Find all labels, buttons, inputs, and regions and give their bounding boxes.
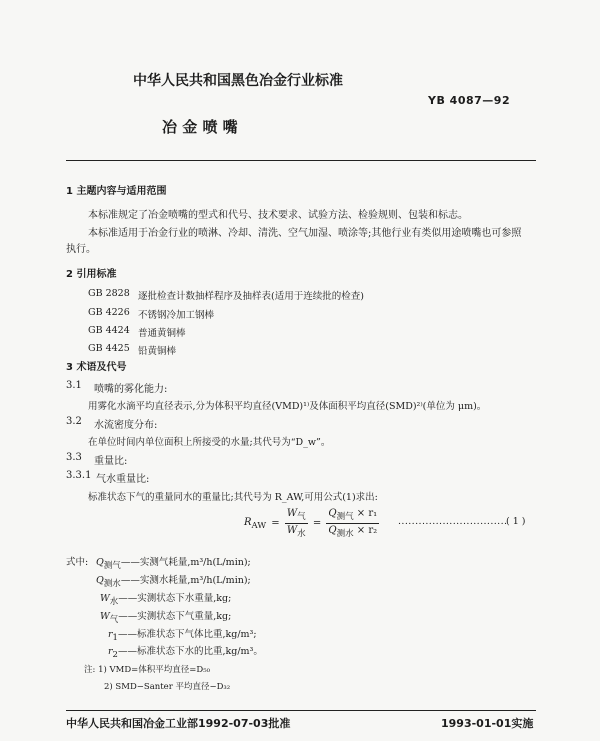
formula-leader-dots: ................................ (398, 516, 508, 527)
variable-item (108, 643, 263, 660)
clause-3-3-1-number: 3.3.1 (66, 470, 92, 481)
variable-item (96, 554, 251, 571)
issuer-title: 中华人民共和国黑色冶金行业标准 (133, 73, 343, 89)
formula-lhs-sub: AW (251, 520, 267, 531)
clause-3-3-number: 3.3 (66, 452, 82, 463)
clause-3-2-title: 水流密度分布: (94, 420, 158, 431)
reference-code: GB 4424 (88, 325, 130, 336)
formula-flow-ratio (326, 508, 379, 539)
variable-description: ——实测状态下水重量,kg; (118, 593, 232, 604)
reference-title: 普通黄铜棒 (138, 328, 186, 339)
clause-3-3-1-body: 标准状态下气的重量同水的重量比;其代号为 R_AW,可用公式(1)求出: (88, 492, 378, 503)
formula-q-gas-sub: 测气 (336, 512, 354, 522)
variable-subscript: 测气 (103, 560, 121, 571)
footnote-2: 2) SMD−Santer 平均直径−D₃₂ (104, 682, 231, 692)
formula-equals: = (312, 518, 322, 529)
variable-description: ——实测气耗量,m³/h(L/min); (120, 557, 251, 568)
variable-subscript: 气 (109, 614, 119, 625)
reference-item (88, 288, 130, 299)
section-1-para-2: 本标准适用于冶金行业的喷淋、冷却、清洗、空气加湿、喷涂等;其他行业有类似用途喷嘴也可参照 (88, 228, 522, 239)
clause-3-3-1-title: 气水重量比: (96, 474, 150, 485)
formula-w-water: W (286, 525, 298, 536)
clause-3-1-number: 3.1 (66, 380, 82, 391)
variable-description: ——实测状态下气重量,kg; (118, 611, 232, 622)
footnote-1: 注: 1) VMD=体积平均直径=D₅₀ (84, 665, 211, 675)
variables-intro: 式中: (66, 557, 89, 568)
variable-symbol: r (108, 646, 113, 657)
formula-weight-ratio (285, 508, 308, 539)
section-1-para-1: 本标准规定了冶金喷嘴的型式和代号、技术要求、试验方法、检验规则、包装和标志。 (88, 210, 468, 221)
reference-code: GB 4226 (88, 307, 130, 318)
section-3-heading: 3 术语及代号 (66, 362, 127, 373)
formula-w-gas: W (286, 508, 298, 519)
formula-q-gas: Q (328, 508, 337, 519)
formula-number: ( 1 ) (506, 516, 526, 527)
variable-subscript: 测水 (103, 578, 121, 589)
header-divider (66, 160, 536, 161)
variable-symbol: r (108, 629, 113, 640)
variable-symbol: W (100, 593, 110, 604)
formula-1 (244, 508, 379, 539)
variable-symbol: Q (96, 557, 104, 568)
formula-r1: × r₁ (356, 508, 378, 519)
formula-w-gas-sub: 气 (297, 512, 306, 522)
formula-lhs: R (244, 516, 252, 528)
clause-3-2-number: 3.2 (66, 416, 82, 427)
variable-item (96, 572, 251, 589)
clause-3-1-title: 喷嘴的雾化能力: (94, 384, 168, 395)
section-2-heading: 2 引用标准 (66, 269, 117, 280)
footer-divider (66, 710, 536, 711)
variable-item (100, 608, 231, 625)
formula-q-water: Q (328, 525, 337, 536)
clause-3-3-title: 重量比: (94, 456, 128, 467)
reference-code: GB 4425 (88, 343, 130, 354)
formula-equals: = (271, 518, 280, 529)
reference-title: 铅黄铜棒 (138, 346, 177, 357)
variable-subscript: 2 (112, 649, 118, 660)
standard-code: YB 4087—92 (428, 94, 511, 107)
formula-w-water-sub: 水 (297, 529, 306, 539)
variable-subscript: 水 (109, 596, 119, 607)
clause-3-2-body: 在单位时间内单位面积上所接受的水量;其代号为“D_w”。 (88, 437, 331, 448)
section-1-heading: 1 主题内容与适用范围 (66, 186, 167, 197)
reference-title: 逐批检查计数抽样程序及抽样表(适用于连续批的检查) (138, 291, 364, 302)
approval-line: 中华人民共和国冶金工业部1992-07-03批准 (66, 717, 291, 730)
formula-r2: × r₂ (356, 525, 378, 536)
reference-title: 不锈钢冷加工钢棒 (138, 310, 215, 321)
variable-description: ——标准状态下气体比重,kg/m³; (117, 629, 257, 640)
variable-symbol: W (100, 611, 110, 622)
variable-subscript: 1 (112, 632, 118, 643)
section-1-para-2-cont: 执行。 (66, 244, 96, 255)
formula-q-water-sub: 测水 (336, 529, 354, 539)
clause-3-1-body: 用雾化水滴平均直径表示,分为体积平均直径(VMD)¹⁾及体面积平均直径(SMD)²⁾(单位为 μm)。 (88, 401, 487, 412)
variable-description: ——实测水耗量,m³/h(L/min); (120, 575, 251, 586)
variable-symbol: Q (96, 575, 104, 586)
variable-item (108, 626, 257, 643)
variable-description: ——标准状态下水的比重,kg/m³。 (117, 646, 263, 657)
effective-date: 1993-01-01实施 (441, 717, 534, 730)
reference-code: GB 2828 (88, 288, 130, 299)
document-title: 冶 金 喷 嘴 (162, 118, 238, 136)
variable-item (100, 590, 231, 607)
